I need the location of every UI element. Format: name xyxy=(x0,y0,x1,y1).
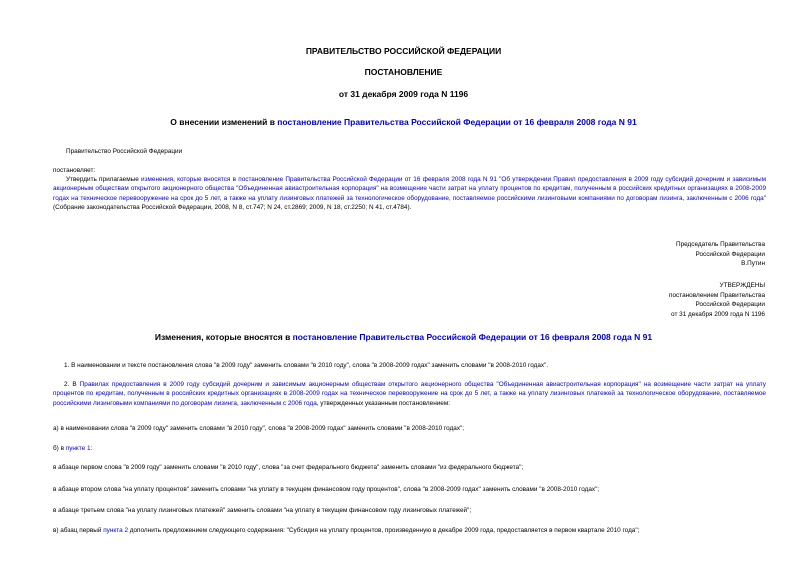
date-number-heading: от 31 декабря 2009 года N 1196 xyxy=(338,89,469,99)
document-title-prefix: О внесении изменений в xyxy=(170,117,278,127)
amended-resolution-link[interactable]: постановление Правительства Российской Федерации от 16 февраля 2008 года N 91 xyxy=(277,117,637,127)
item-2b-para3: в абзаце третьем слова "на уплату лизинговых платежей" заменить словами "на уплату в текущем финансовом году лизинговых платежей"; xyxy=(53,507,472,514)
changes-link[interactable]: изменения, которые вносятся в постановление Правительства Российской Федерации от 16 февраля 2008 года N 91 "Об утверждении Правил предоставления в 2009 году субсидий дочерним и зависимым акционерным обществам открытого акционерного общества "Объединенная авиастроительная корпорация" на возмещение части затрат на уплату процентов по кредитам, полученным в российских кредитных организациях в 2008-2009 годах на техническое перевооружение на срок до 5 лет, а также на уплату лизинговых платежей за технологическое оборудование, поставляемое российскими лизинговыми компаниями по договорам лизинга, заключенным с 2006 года" xyxy=(53,176,766,202)
document-title xyxy=(0,117,807,127)
approved-label: УТВЕРЖДЕНЫ xyxy=(719,282,765,289)
changes-resolution-link[interactable]: постановление Правительства Российской Федерации от 16 февраля 2008 года N 91 xyxy=(292,332,653,342)
approved-country: Российской Федерации xyxy=(695,301,765,309)
item-2c: в) абзац первый пункта 2 дополнить предложением следующего содержания: "Субсидия на уплату процентов, произведенную в декабре 2009 года, предоставляется в первом квартале 2010 года"; xyxy=(53,527,640,534)
signature-block xyxy=(676,240,765,269)
item-2: 2. В Правилах предоставления в 2009 году субсидий дочерним и зависимым акционерным обществам открытого акционерного общества "Объединенная авиастроительная корпорация" на возмещение части затрат на уплату процентов по кредитам, полученным в российских кредитных организациях в 2008-2009 годах на техническое перевооружение на срок до 5 лет, а также на уплату лизинговых платежей за технологическое оборудование, поставляемое российскими лизинговыми компаниями по договорам лизинга, заключенным с 2006 года, утвержденных указанным постановлением: xyxy=(53,381,766,407)
item-1: 1. В наименовании и тексте постановления слова "в 2009 году" заменить словами "в 2010 году", слова "в 2008-2009 годах" заменить словами "в 2008-2010 годах". xyxy=(64,362,549,369)
item-2a: а) в наименовании слова "в 2009 году" заменить словами "в 2010 году", слова "в 2008-2009 годах" заменить словами "в 2008-2010 годах"; xyxy=(53,425,465,432)
changes-title: Изменения, которые вносятся в постановление Правительства Российской Федерации от 16 февраля 2008 года N 91 xyxy=(154,332,653,342)
resolves-text: постановляет: xyxy=(53,167,96,174)
approved-date: от 31 декабря 2009 года N 1196 xyxy=(671,310,765,318)
signature-name: В.Путин xyxy=(741,260,765,268)
issuer-text: Правительство Российской Федерации xyxy=(66,148,183,155)
item-2b-para1: в абзаце первом слова "в 2009 году" заменить словами "в 2010 году", слова "за счет федерального бюджета" заменить словами "из федерального бюджета"; xyxy=(53,464,524,471)
point-2-link[interactable]: пункта 2 xyxy=(103,527,128,534)
rules-link[interactable]: Правилах предоставления в 2009 году субсидий дочерним и зависимым акционерным обществам открытого акционерного общества "Объединенная авиастроительная корпорация" на возмещение части затрат на уплату процентов по кредитам, полученным в российских кредитных организациях в 2008-2009 годах на техническое перевооружение на срок до 5 лет, а также на уплату лизинговых платежей за технологическое оборудование, поставляемое российскими лизинговыми компаниями по договорам лизинга, заключенным с 2006 года xyxy=(53,381,766,407)
government-heading: ПРАВИТЕЛЬСТВО РОССИЙСКОЙ ФЕДЕРАЦИИ xyxy=(305,46,502,56)
approved-block xyxy=(669,281,765,319)
doc-type-heading: ПОСТАНОВЛЕНИЕ xyxy=(364,67,443,77)
item-2b-para2: в абзаце втором слова "на уплату процентов" заменить словами "на уплату в текущем финансовом году процентов", слова "в 2008-2009 годах" заменить словами "в 2008-2010 годах"; xyxy=(53,486,600,493)
point-1-link[interactable]: пункте 1 xyxy=(65,445,91,452)
approved-by: постановлением Правительства xyxy=(669,291,765,299)
signature-position: Председатель Правительства xyxy=(676,241,765,248)
resolution-paragraph: Утвердить прилагаемые изменения, которые вносятся в постановление Правительства Российской Федерации от 16 февраля 2008 года N 91 "Об утверждении Правил предоставления в 2009 году субсидий дочерним и зависимым акционерным обществам открытого акционерного общества "Объединенная авиастроительная корпорация" на возмещение части затрат на уплату процентов по кредитам, полученным в российских кредитных организациях в 2008-2009 годах на техническое перевооружение на срок до 5 лет, а также на уплату лизинговых платежей за технологическое оборудование, поставляемое российскими лизинговыми компаниями по договорам лизинга, заключенным с 2006 года" (Собрание законодательства Российской Федерации, 2008, N 8, ст.747; N 24, ст.2869; 2009, N 18, ст.2250; N 41, ст.4784). xyxy=(53,176,766,212)
item-2b: б) в пункте 1: xyxy=(53,445,93,452)
signature-country: Российской Федерации xyxy=(695,250,765,258)
